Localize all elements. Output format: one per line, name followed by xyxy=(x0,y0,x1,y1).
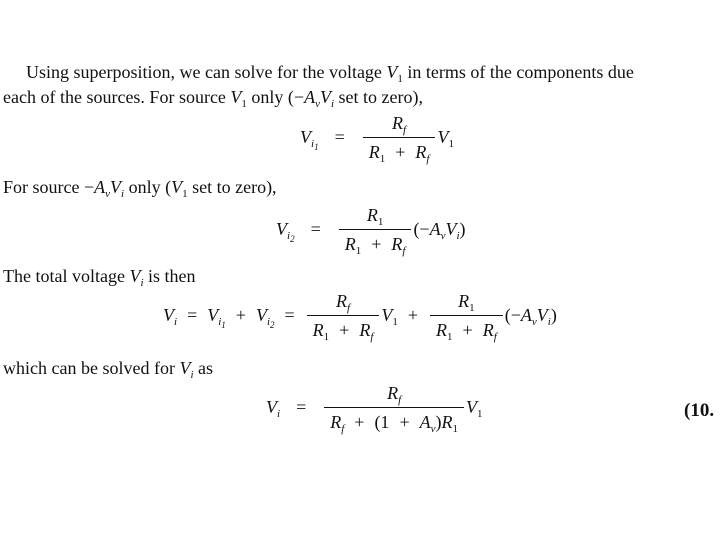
subscript: 1 xyxy=(241,98,247,110)
variable: V xyxy=(536,305,548,325)
plus-sign: + xyxy=(339,320,350,340)
plus-sign: + xyxy=(462,320,473,340)
plus-sign: + xyxy=(354,412,365,432)
paragraph-line-1 xyxy=(26,61,634,83)
text-segment: as xyxy=(193,358,214,378)
subscript: 1 xyxy=(379,153,386,165)
variable: A xyxy=(419,412,431,432)
text-segment: set to zero), xyxy=(187,177,277,197)
variable: V xyxy=(437,127,449,147)
equals-sign: = xyxy=(284,305,295,325)
text-segment: set to zero), xyxy=(334,87,423,107)
equation-number: (10. xyxy=(684,400,715,421)
subscript: v xyxy=(440,230,446,242)
fraction xyxy=(363,112,436,163)
subscript: 1 xyxy=(314,142,319,152)
paren-close: ) xyxy=(435,412,442,432)
plus-sign: + xyxy=(399,412,410,432)
subscript: i xyxy=(277,408,281,420)
subscript: 1 xyxy=(355,245,362,257)
variable: V xyxy=(171,177,183,197)
equals-sign: = xyxy=(187,305,198,325)
subscript: 1 xyxy=(476,408,483,420)
paren-close: ) xyxy=(459,219,466,239)
text-segment: only ( xyxy=(124,177,172,197)
variable: R xyxy=(391,234,403,254)
equals-sign: = xyxy=(296,397,307,417)
variable: V xyxy=(445,219,457,239)
subscript: i xyxy=(456,230,460,242)
subscript: i xyxy=(287,230,291,242)
variable: V xyxy=(129,266,141,286)
text-segment: which can be solved for xyxy=(3,358,180,378)
subscript: i xyxy=(140,277,144,289)
variable: R xyxy=(387,383,399,403)
text-segment: each of the sources. For source xyxy=(3,87,231,107)
subscript: 1 xyxy=(452,423,458,435)
subscript: 1 xyxy=(447,331,453,343)
paren-open: (− xyxy=(504,305,521,325)
subscript: v xyxy=(531,316,537,328)
variable: V xyxy=(300,127,311,147)
variable: V xyxy=(110,177,122,197)
subscript: f xyxy=(426,153,430,165)
variable: V xyxy=(255,305,267,325)
subscript: 1 xyxy=(377,216,384,228)
paragraph-line-5 xyxy=(3,357,213,379)
equation-1 xyxy=(300,112,454,163)
paren-open: (1 xyxy=(374,412,390,432)
subscript: i xyxy=(218,316,222,328)
subscript: 1 xyxy=(182,188,188,200)
plus-sign: + xyxy=(407,305,419,325)
subscript: f xyxy=(370,331,374,343)
variable: R xyxy=(415,142,427,162)
variable: V xyxy=(163,305,174,325)
subscript: v xyxy=(315,98,320,110)
subscript: v xyxy=(430,423,436,435)
subscript: i xyxy=(311,138,315,150)
variable: V xyxy=(276,219,287,239)
equals-sign: = xyxy=(310,219,321,239)
variable: A xyxy=(520,305,532,325)
plus-sign: + xyxy=(235,305,246,325)
text-segment: in terms of the components due xyxy=(402,62,634,82)
subscript: 1 xyxy=(397,73,403,85)
text-segment: Using superposition, we can solve for the voltage xyxy=(26,62,387,82)
subscript: i xyxy=(190,369,194,381)
equation-4 xyxy=(266,382,482,433)
subscript: f xyxy=(346,302,351,314)
variable: R xyxy=(482,320,494,340)
subscript: 2 xyxy=(270,320,275,330)
subscript: 1 xyxy=(221,320,226,330)
variable: V xyxy=(207,305,219,325)
variable: R xyxy=(330,412,342,432)
subscript: 1 xyxy=(469,302,475,314)
subscript: i xyxy=(174,316,178,328)
fraction xyxy=(307,290,380,341)
variable: R xyxy=(436,320,448,340)
paragraph-line-4 xyxy=(3,265,196,287)
variable: R xyxy=(392,113,404,133)
equation-2 xyxy=(276,204,466,255)
variable: V xyxy=(465,397,477,417)
variable: A xyxy=(304,87,316,107)
subscript: f xyxy=(341,423,345,435)
equation-3 xyxy=(163,290,557,341)
variable: R xyxy=(366,205,378,225)
paren-open: (− xyxy=(413,219,430,239)
fraction xyxy=(324,382,464,433)
subscript: i xyxy=(121,188,125,200)
subscript: i xyxy=(266,316,270,328)
subscript: 1 xyxy=(448,138,454,150)
paragraph-line-2 xyxy=(3,86,423,108)
subscript: f xyxy=(493,331,497,343)
text-segment: The total voltage xyxy=(3,266,130,286)
variable: V xyxy=(386,62,398,82)
text-segment: only (− xyxy=(246,87,305,107)
subscript: i xyxy=(547,316,551,328)
variable: R xyxy=(335,291,347,311)
subscript: 1 xyxy=(323,331,330,343)
variable: R xyxy=(441,412,453,432)
variable: R xyxy=(359,320,371,340)
variable: R xyxy=(312,320,324,340)
subscript: f xyxy=(403,124,407,136)
variable: R xyxy=(458,291,470,311)
plus-sign: + xyxy=(395,142,406,162)
variable: R xyxy=(368,142,380,162)
equals-sign: = xyxy=(334,127,345,147)
variable: V xyxy=(230,87,242,107)
subscript: f xyxy=(398,394,402,406)
variable: V xyxy=(179,358,191,378)
text-segment: is then xyxy=(143,266,196,286)
fraction xyxy=(430,290,503,341)
subscript: v xyxy=(105,188,111,200)
subscript: 2 xyxy=(290,234,295,244)
paren-close: ) xyxy=(550,305,557,325)
variable: A xyxy=(429,219,441,239)
subscript: i xyxy=(330,98,335,110)
subscript: 1 xyxy=(392,316,398,328)
variable: A xyxy=(94,177,106,197)
fraction xyxy=(339,204,412,255)
subscript: f xyxy=(402,245,406,257)
variable: R xyxy=(344,234,356,254)
variable: V xyxy=(319,87,331,107)
plus-sign: + xyxy=(371,234,382,254)
text-segment: For source − xyxy=(3,177,95,197)
paragraph-line-3 xyxy=(3,176,277,198)
variable: V xyxy=(381,305,393,325)
variable: V xyxy=(266,397,277,417)
